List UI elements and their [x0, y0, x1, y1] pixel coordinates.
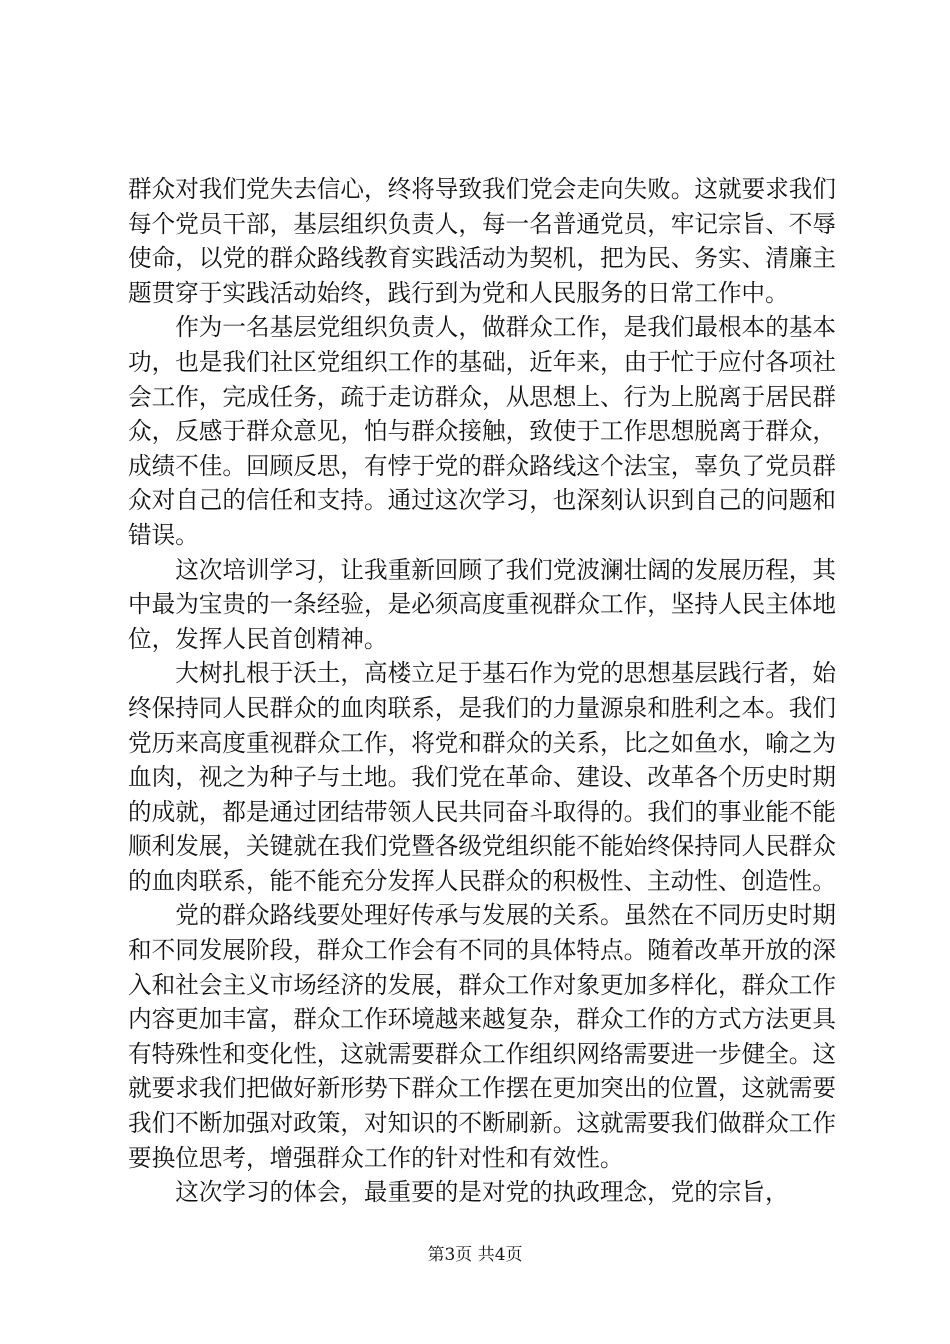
paragraph: 党的群众路线要处理好传承与发展的关系。虽然在不同历史时期和不同发展阶段，群众工作会有不同的具体特点。随着改革开放的深入和社会主义市场经济的发展，群众工作对象更加多样化，群众工作内容更加丰富，群众工作环境越来越复杂，群众工作的方式方法更具有特殊性和变化性，这就需要群众工作组织网络需要进一步健全。这就要求我们把做好新形势下群众工作摆在更加突出的位置，这就需要我们不断加强对政策，对知识的不断刷新。这就需要我们做群众工作要换位思考，增强群众工作的针对性和有效性。: [128, 901, 836, 1172]
paragraph: 这次学习的体会，最重要的是对党的执政理念，党的宗旨，: [175, 1178, 789, 1207]
paragraph: 大树扎根于沃土，高楼立足于基石作为党的思想基层践行者，始终保持同人民群众的血肉联系，是我们的力量源泉和胜利之本。我们党历来高度重视群众工作，将党和群众的关系，比之如鱼水，喻之为血肉，视之为种子与土地。我们党在革命、建设、改革各个历史时期的成就，都是通过团结带领人民共同奋斗取得的。我们的事业能不能顺利发展，关键就在我们党暨各级党组织能不能始终保持同人民群众的血肉联系，能不能充分发挥人民群众的积极性、主动性、创造性。: [128, 659, 836, 895]
paragraph: 作为一名基层党组织负责人，做群众工作，是我们最根本的基本功，也是我们社区党组织工作的基础，近年来，由于忙于应付各项社会工作，完成任务，疏于走访群众，从思想上、行为上脱离于居民群众，反感于群众意见，怕与群众接触，致使于工作思想脱离于群众，成绩不佳。回顾反思，有悖于党的群众路线这个法宝，辜负了党员群众对自己的信任和支持。通过这次学习，也深刻认识到自己的问题和错误。: [128, 313, 836, 549]
page-footer: 第3页 共4页: [427, 1245, 523, 1265]
paragraph-continued: 群众对我们党失去信心，终将导致我们党会走向失败。这就要求我们每个党员干部，基层组织负责人，每一名普通党员，牢记宗旨、不辱使命，以党的群众路线教育实践活动为契机，把为民、务实、清廉主题贯穿于实践活动始终，践行到为党和人民服务的日常工作中。: [128, 175, 836, 307]
document-body: [128, 172, 836, 1210]
paragraph: 这次培训学习，让我重新回顾了我们党波澜壮阔的发展历程，其中最为宝贵的一条经验，是必须高度重视群众工作，坚持人民主体地位，发挥人民首创精神。: [128, 555, 836, 653]
